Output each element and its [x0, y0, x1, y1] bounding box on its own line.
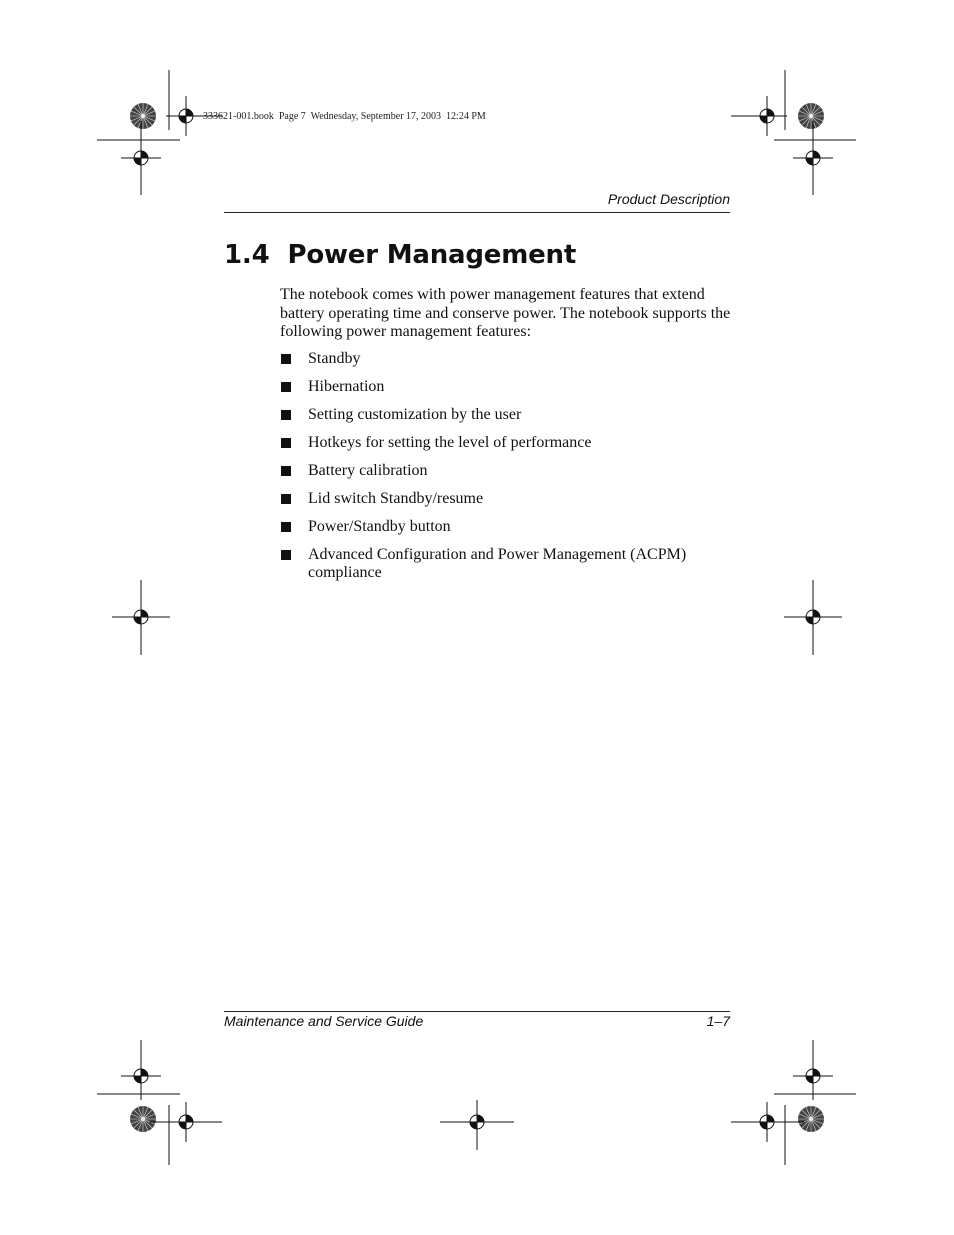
list-item-text: Setting customization by the user — [308, 406, 522, 423]
square-bullet-icon — [281, 354, 291, 364]
square-bullet-icon — [281, 494, 291, 504]
square-bullet-icon — [281, 466, 291, 476]
section-number: 1.4 — [224, 240, 270, 270]
list-item — [280, 462, 732, 480]
square-bullet-icon — [281, 550, 291, 560]
intro-paragraph: The notebook comes with power management features that extend battery operating time and conserve power. The notebook supports the following power management features: — [280, 286, 731, 341]
list-item-text: Hibernation — [308, 378, 385, 395]
list-item-text: Battery calibration — [308, 462, 428, 479]
list-item — [280, 378, 732, 396]
list-item — [280, 546, 732, 582]
header-rule — [224, 212, 730, 213]
list-item-text: Advanced Configuration and Power Management (ACPM) compliance — [308, 546, 687, 581]
list-item — [280, 490, 732, 508]
list-item-text: Hotkeys for setting the level of performance — [308, 434, 592, 451]
page-number: 1–7 — [706, 1013, 730, 1029]
list-item — [280, 434, 732, 452]
square-bullet-icon — [281, 438, 291, 448]
list-item-text: Power/Standby button — [308, 518, 451, 535]
footer-rule — [224, 1011, 730, 1012]
section-title: Power Management — [287, 240, 577, 270]
list-item — [280, 350, 732, 368]
square-bullet-icon — [281, 522, 291, 532]
square-bullet-icon — [281, 382, 291, 392]
square-bullet-icon — [281, 410, 291, 420]
section-heading — [224, 240, 576, 270]
list-item — [280, 406, 732, 424]
list-item-text: Lid switch Standby/resume — [308, 490, 484, 507]
running-head: Product Description — [607, 191, 730, 207]
list-item — [280, 518, 732, 536]
print-slug: 333621-001.book Page 7 Wednesday, September 17, 2003 12:24 PM — [203, 111, 486, 122]
list-item-text: Standby — [308, 350, 361, 367]
footer-guide-title: Maintenance and Service Guide — [224, 1013, 424, 1029]
feature-list — [280, 350, 732, 592]
